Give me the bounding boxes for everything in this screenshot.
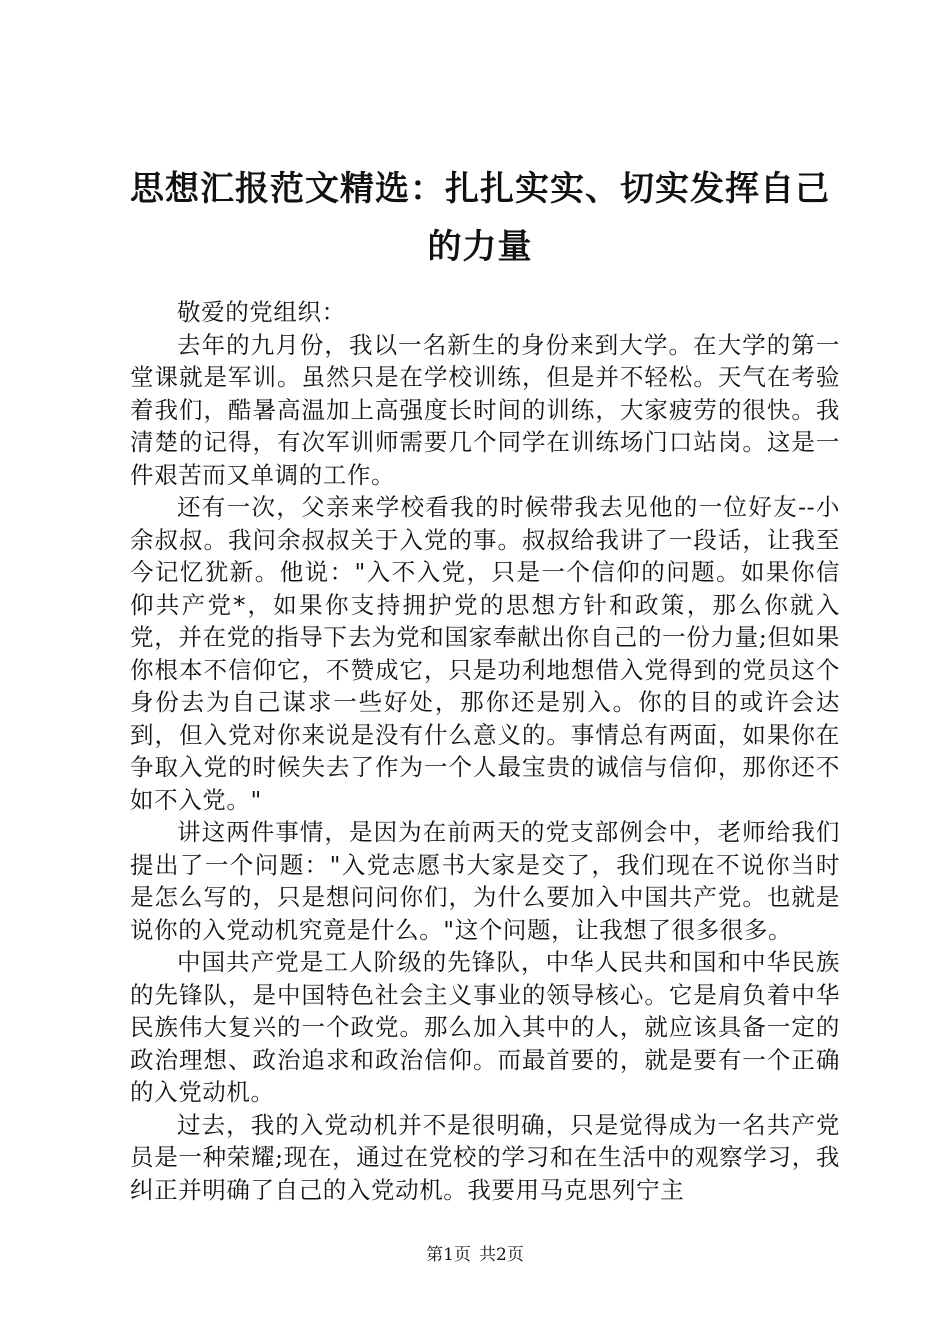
salutation: 敬爱的党组织： xyxy=(177,298,346,326)
paragraph: 过去，我的入党动机并不是很明确，只是觉得成为一名共产党员是一种荣耀;现在，通过在党校的学习和在生活中的观察学习，我纠正并明确了自己的入党动机。我要用马克思列宁主 xyxy=(130,1110,840,1204)
paragraph: 讲这两件事情，是因为在前两天的党支部例会中，老师给我们提出了一个问题："入党志愿书大家是交了，我们现在不说你当时是怎么写的，只是想问问你们，为什么要加入中国共产党。也就是说你的入党动机究竟是什么。"这个问题，让我想了很多很多。 xyxy=(130,818,840,944)
page-number: 第1页 xyxy=(426,1245,471,1265)
document-title: 思想汇报范文精选：扎扎实实、切实发挥自己的力量 xyxy=(130,169,830,267)
paragraph: 去年的九月份，我以一名新生的身份来到大学。在大学的第一堂课就是军训。虽然只是在学校训练，但是并不轻松。天气在考验着我们，酷暑高温加上高强度长时间的训练，大家疲劳的很快。我清楚的记得，有次军训师需要几个同学在训练场门口站岗。这是一件艰苦而又单调的工作。 xyxy=(130,330,840,489)
document-body xyxy=(130,296,840,1206)
page-total: 共2页 xyxy=(479,1245,524,1265)
page-footer xyxy=(0,1244,950,1266)
paragraph: 还有一次，父亲来学校看我的时候带我去见他的一位好友--小余叔叔。我问余叔叔关于入党的事。叔叔给我讲了一段话，让我至今记忆犹新。他说："入不入党，只是一个信仰的问题。如果你信仰共产党*，如果你支持拥护党的思想方针和政策，那么你就入党，并在党的指导下去为党和国家奉献出你自己的一份力量;但如果你根本不信仰它，不赞成它，只是功利地想借入党得到的党员这个身份去为自己谋求一些好处，那你还是别入。你的目的或许会达到，但入党对你来说是没有什么意义的。事情总有两面，如果你在争取入党的时候失去了作为一个人最宝贵的诚信与信仰，那你还不如不入党。" xyxy=(130,493,840,814)
paragraph: 中国共产党是工人阶级的先锋队，中华人民共和国和中华民族的先锋队，是中国特色社会主义事业的领导核心。它是肩负着中华民族伟大复兴的一个政党。那么加入其中的人，就应该具备一定的政治理想、政治追求和政治信仰。而最首要的，就是要有一个正确的入党动机。 xyxy=(130,948,840,1106)
